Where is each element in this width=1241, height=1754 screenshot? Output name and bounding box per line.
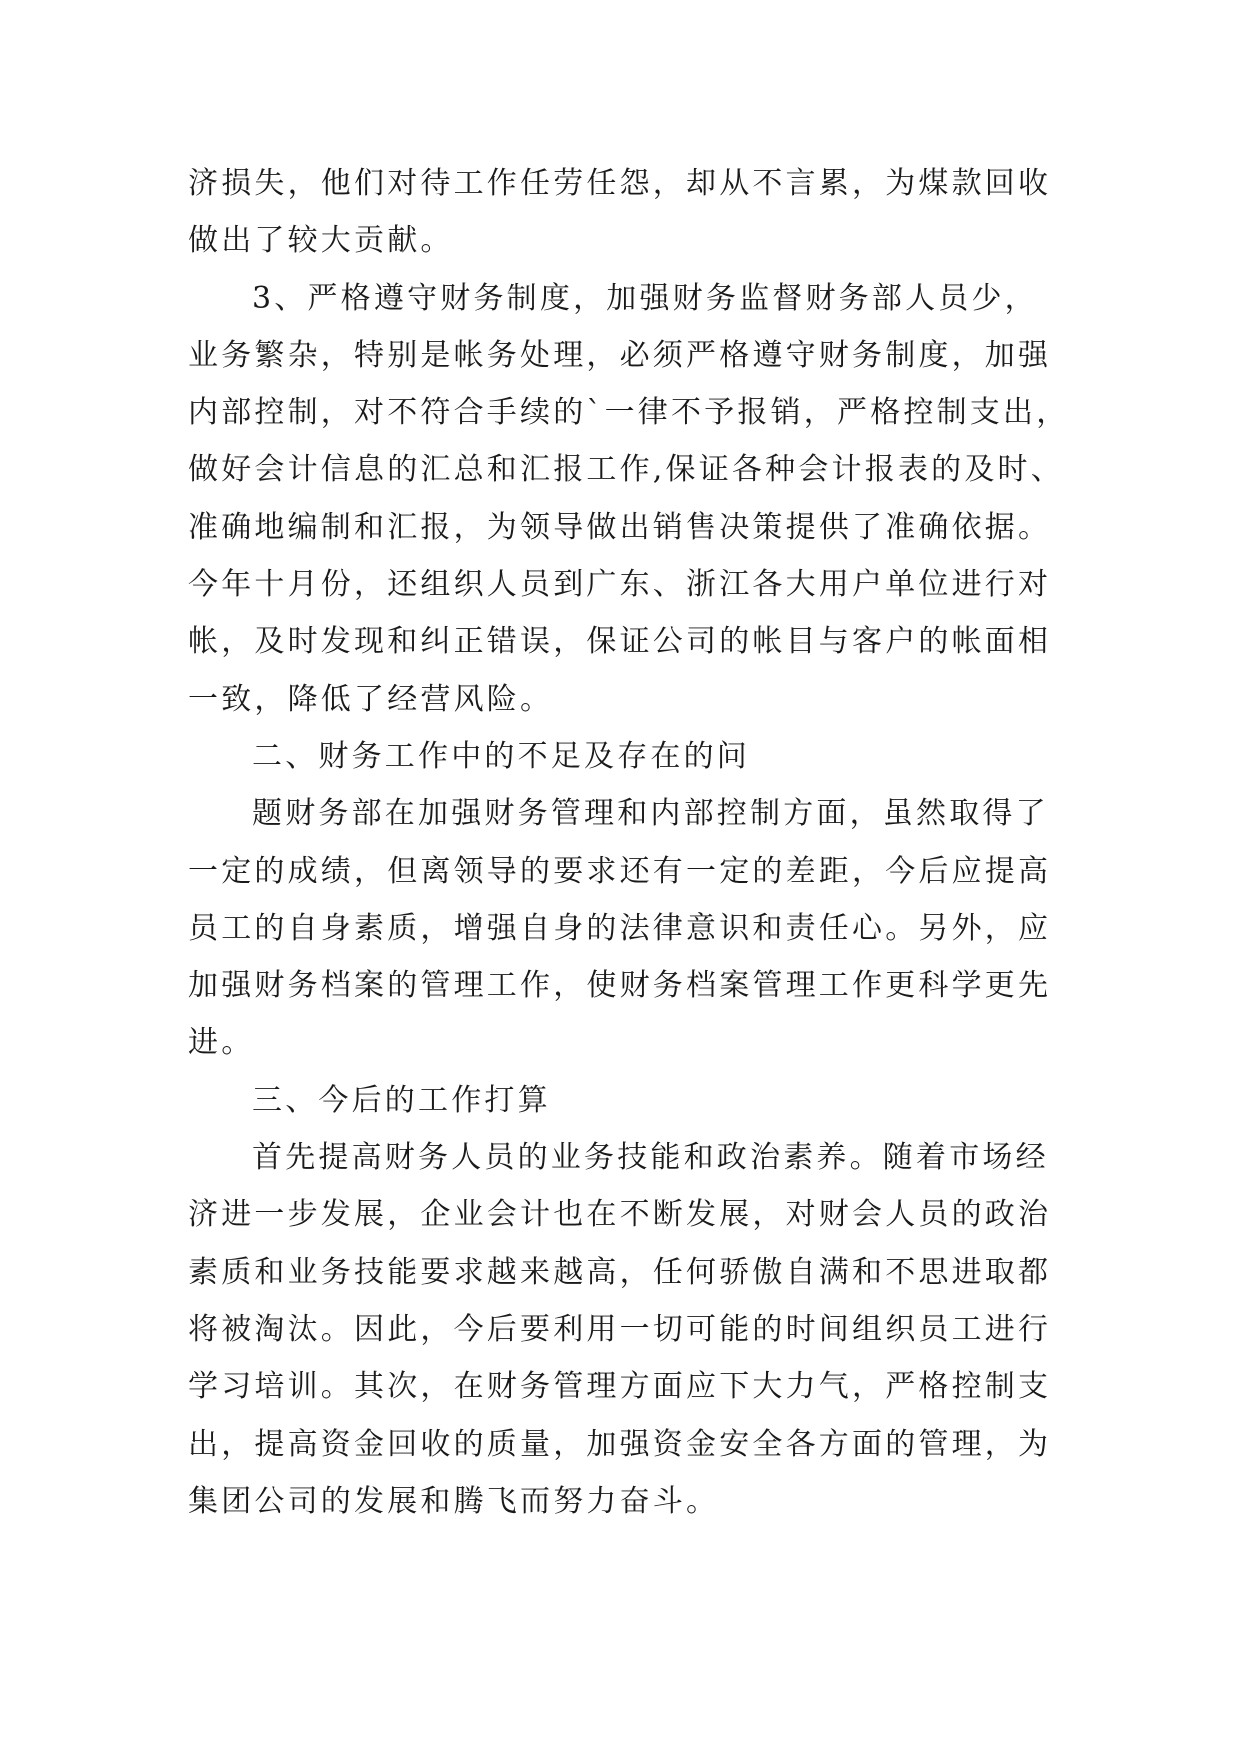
text-line: 做好会计信息的汇总和汇报工作,保证各种会计报表的及时、 bbox=[188, 452, 1064, 488]
text-line: 一致，降低了经营风险。 bbox=[188, 681, 554, 717]
document-body bbox=[188, 155, 1068, 1530]
text-line: 帐，及时发现和纠正错误，保证公司的帐目与客户的帐面相 bbox=[188, 624, 1052, 660]
text-line: 员工的自身素质，增强自身的法律意识和责任心。另外，应 bbox=[188, 910, 1052, 946]
text-line: 素质和业务技能要求越来越高，任何骄傲自满和不思进取都 bbox=[188, 1254, 1052, 1290]
text-line: 今年十月份，还组织人员到广东、浙江各大用户单位进行对 bbox=[188, 567, 1052, 603]
text-line: 一定的成绩，但离领导的要求还有一定的差距，今后应提高 bbox=[188, 853, 1052, 889]
text-line: 内部控制，对不符合手续的`一律不予报销，严格控制支出， bbox=[188, 395, 1070, 431]
text-line: 加强财务档案的管理工作，使财务档案管理工作更科学更先 bbox=[188, 968, 1052, 1004]
text-line: 3、严格遵守财务制度，加强财务监督财务部人员少， bbox=[252, 280, 1038, 316]
text-line: 题财务部在加强财务管理和内部控制方面，虽然取得了 bbox=[252, 796, 1049, 832]
text-line: 将被淘汰。因此，今后要利用一切可能的时间组织员工进行 bbox=[188, 1311, 1052, 1347]
text-line: 学习培训。其次，在财务管理方面应下大力气，严格控制支 bbox=[188, 1369, 1052, 1405]
text-line: 进。 bbox=[188, 1025, 255, 1061]
text-line: 业务繁杂，特别是帐务处理，必须严格遵守财务制度，加强 bbox=[188, 337, 1052, 373]
text-line: 三、今后的工作打算 bbox=[252, 1082, 551, 1118]
text-line: 二、财务工作中的不足及存在的问 bbox=[252, 738, 750, 774]
text-line: 做出了较大贡献。 bbox=[188, 223, 454, 259]
text-line: 济损失，他们对待工作任劳任怨，却从不言累，为煤款回收 bbox=[188, 166, 1052, 201]
text-line: 准确地编制和汇报，为领导做出销售决策提供了准确依据。 bbox=[188, 509, 1052, 545]
text-line: 首先提高财务人员的业务技能和政治素养。随着市场经 bbox=[252, 1140, 1049, 1176]
text-line: 出，提高资金回收的质量，加强资金安全各方面的管理，为 bbox=[188, 1426, 1052, 1462]
text-line: 济进一步发展，企业会计也在不断发展，对财会人员的政治 bbox=[188, 1197, 1052, 1233]
text-line: 集团公司的发展和腾飞而努力奋斗。 bbox=[188, 1483, 720, 1519]
